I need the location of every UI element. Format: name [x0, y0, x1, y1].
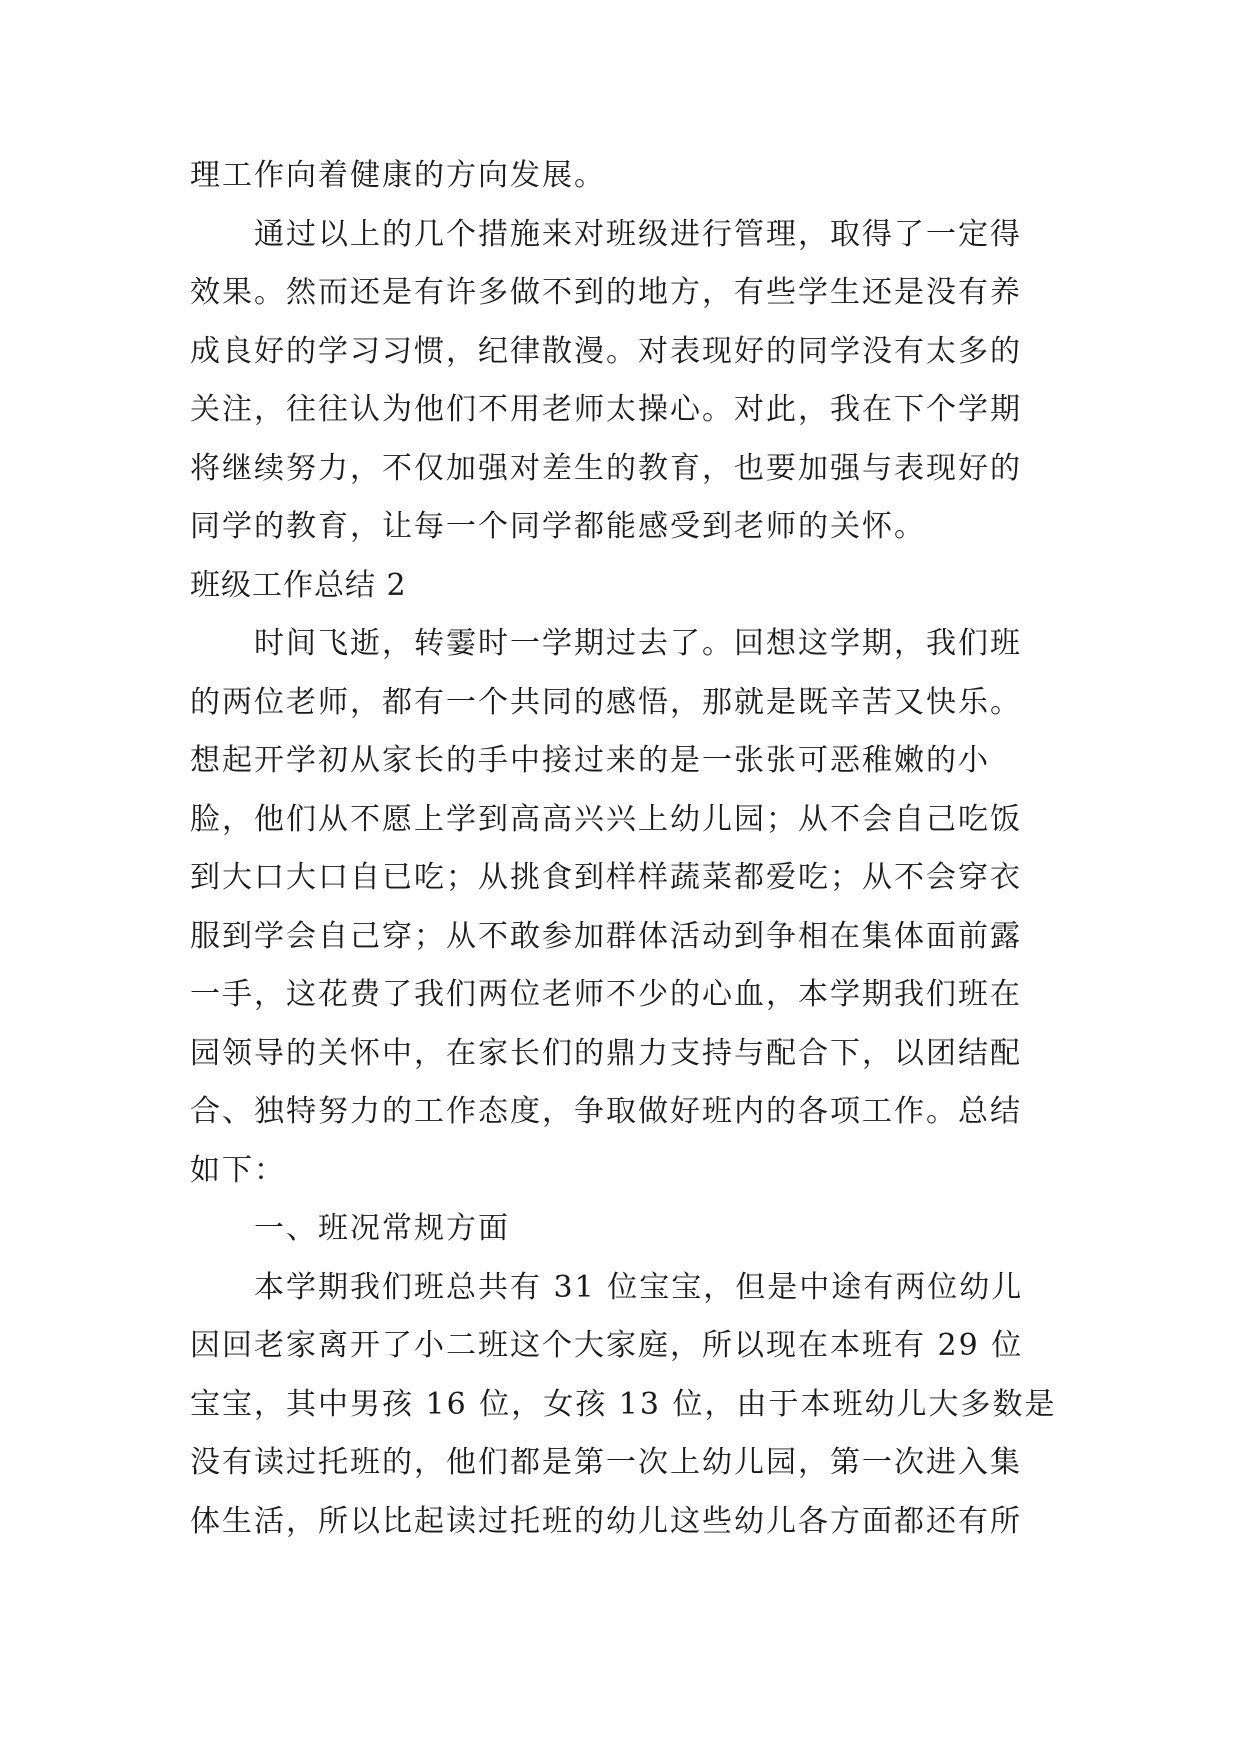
text-line: 宝宝，其中男孩 16 位，女孩 13 位，由于本班幼儿大多数是: [190, 1386, 1057, 1422]
section-heading: 班级工作总结 2: [190, 567, 407, 603]
text-line: 体生活，所以比起读过托班的幼儿这些幼儿各方面都还有所: [190, 1503, 1022, 1539]
text-line: 一手，这花费了我们两位老师不少的心血，本学期我们班在: [190, 977, 1022, 1012]
text-line: 脸，他们从不愿上学到高高兴兴上幼儿园；从不会自己吃饭: [190, 801, 1022, 837]
text-line: 将继续努力，不仅加强对差生的教育，也要加强与表现好的: [190, 450, 1022, 486]
text-line: 服到学会自己穿；从不敢参加群体活动到争相在集体面前露: [190, 918, 1022, 954]
text-line: 想起开学初从家长的手中接过来的是一张张可恶稚嫩的小: [190, 743, 990, 778]
text-line: 没有读过托班的，他们都是第一次上幼儿园，第一次进入集: [190, 1445, 1022, 1480]
document-body: [190, 158, 1070, 1562]
text-line: 成良好的学习习惯，纪律散漫。对表现好的同学没有太多的: [190, 333, 1022, 369]
text-line: 如下：: [190, 1152, 286, 1188]
text-line: 理工作向着健康的方向发展。: [190, 158, 606, 193]
text-line: 本学期我们班总共有 31 位宝宝，但是中途有两位幼儿: [254, 1269, 1024, 1305]
text-line: 通过以上的几个措施来对班级进行管理，取得了一定得: [254, 216, 1022, 252]
text-line: 园领导的关怀中，在家长们的鼎力支持与配合下，以团结配: [190, 1035, 1022, 1071]
subsection-heading: 一、班况常规方面: [254, 1211, 510, 1246]
text-line: 效果。然而还是有许多做不到的地方，有些学生还是没有养: [190, 275, 1022, 310]
text-line: 因回老家离开了小二班这个大家庭，所以现在本班有 29 位: [190, 1328, 1024, 1363]
text-line: 关注，往往认为他们不用老师太操心。对此，我在下个学期: [190, 392, 1022, 427]
text-line: 到大口大口自已吃；从挑食到样样蔬菜都爱吃；从不会穿衣: [190, 860, 1022, 895]
text-line: 合、独特努力的工作态度，争取做好班内的各项工作。总结: [190, 1094, 1022, 1129]
text-line: 时间飞逝，转霎时一学期过去了。回想这学期，我们班: [254, 626, 1022, 661]
text-line: 的两位老师，都有一个共同的感悟，那就是既辛苦又快乐。: [190, 684, 1022, 720]
text-line: 同学的教育，让每一个同学都能感受到老师的关怀。: [190, 509, 926, 544]
